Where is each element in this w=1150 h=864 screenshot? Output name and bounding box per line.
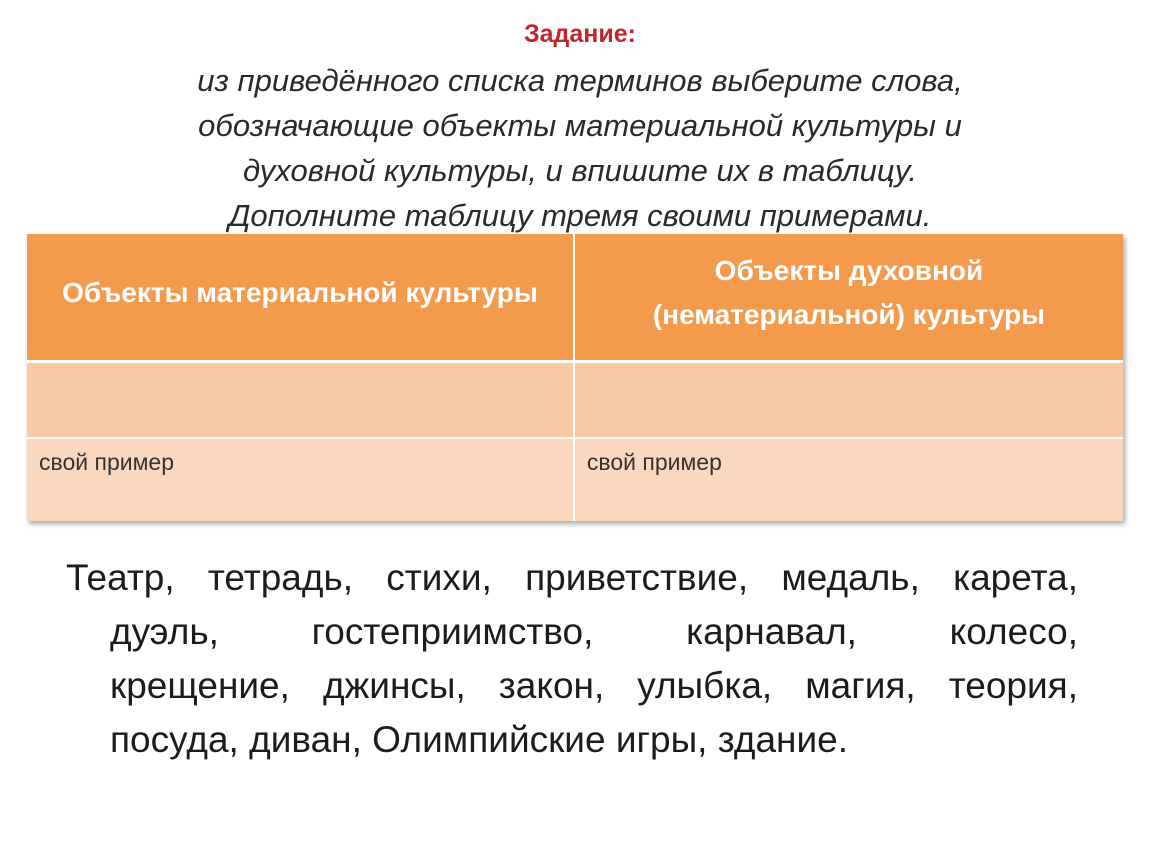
term: крещение, <box>110 665 290 706</box>
header-spiritual-culture: Объекты духовной (нематериальной) культуры <box>574 234 1123 362</box>
task-line: духовной культуры, и впишите их в таблицу. <box>243 153 917 188</box>
term: приветствие, <box>525 557 749 598</box>
terms-line: посуда, диван, Олимпийские игры, здание. <box>110 719 848 760</box>
term: стихи, <box>386 557 492 598</box>
term: закон, <box>498 665 605 706</box>
table-row <box>27 438 1123 521</box>
term: медаль, <box>781 557 920 598</box>
terms-list <box>66 551 1078 767</box>
own-example-cell-material[interactable]: свой пример <box>27 438 574 521</box>
task-line: Дополните таблицу тремя своими примерами. <box>228 198 932 233</box>
term: дуэль, <box>110 611 219 652</box>
term: Театр, <box>66 557 175 598</box>
term: теория, <box>948 665 1078 706</box>
table-header-row <box>27 234 1123 362</box>
term: джинсы, <box>322 665 466 706</box>
task-line: из приведённого списка терминов выберите слова, <box>197 63 963 98</box>
terms-line <box>110 605 1078 659</box>
task-line: обозначающие объекты материальной культуры и <box>198 108 962 143</box>
term: улыбка, <box>637 665 773 706</box>
task-instructions <box>0 58 1150 238</box>
terms-line <box>66 551 1078 605</box>
terms-line <box>110 659 1078 713</box>
term: колесо, <box>949 611 1078 652</box>
culture-table <box>27 234 1123 521</box>
term: карета, <box>953 557 1078 598</box>
term: тетрадь, <box>207 557 354 598</box>
table-cell-material[interactable] <box>27 362 574 439</box>
table-row <box>27 362 1123 439</box>
task-title: Задание: <box>523 20 637 48</box>
own-example-cell-spiritual[interactable]: свой пример <box>574 438 1123 521</box>
header-material-culture: Объекты материальной культуры <box>27 234 574 362</box>
term: гостеприимство, <box>311 611 594 652</box>
term: карнавал, <box>686 611 857 652</box>
term: магия, <box>805 665 916 706</box>
table-cell-spiritual[interactable] <box>574 362 1123 439</box>
